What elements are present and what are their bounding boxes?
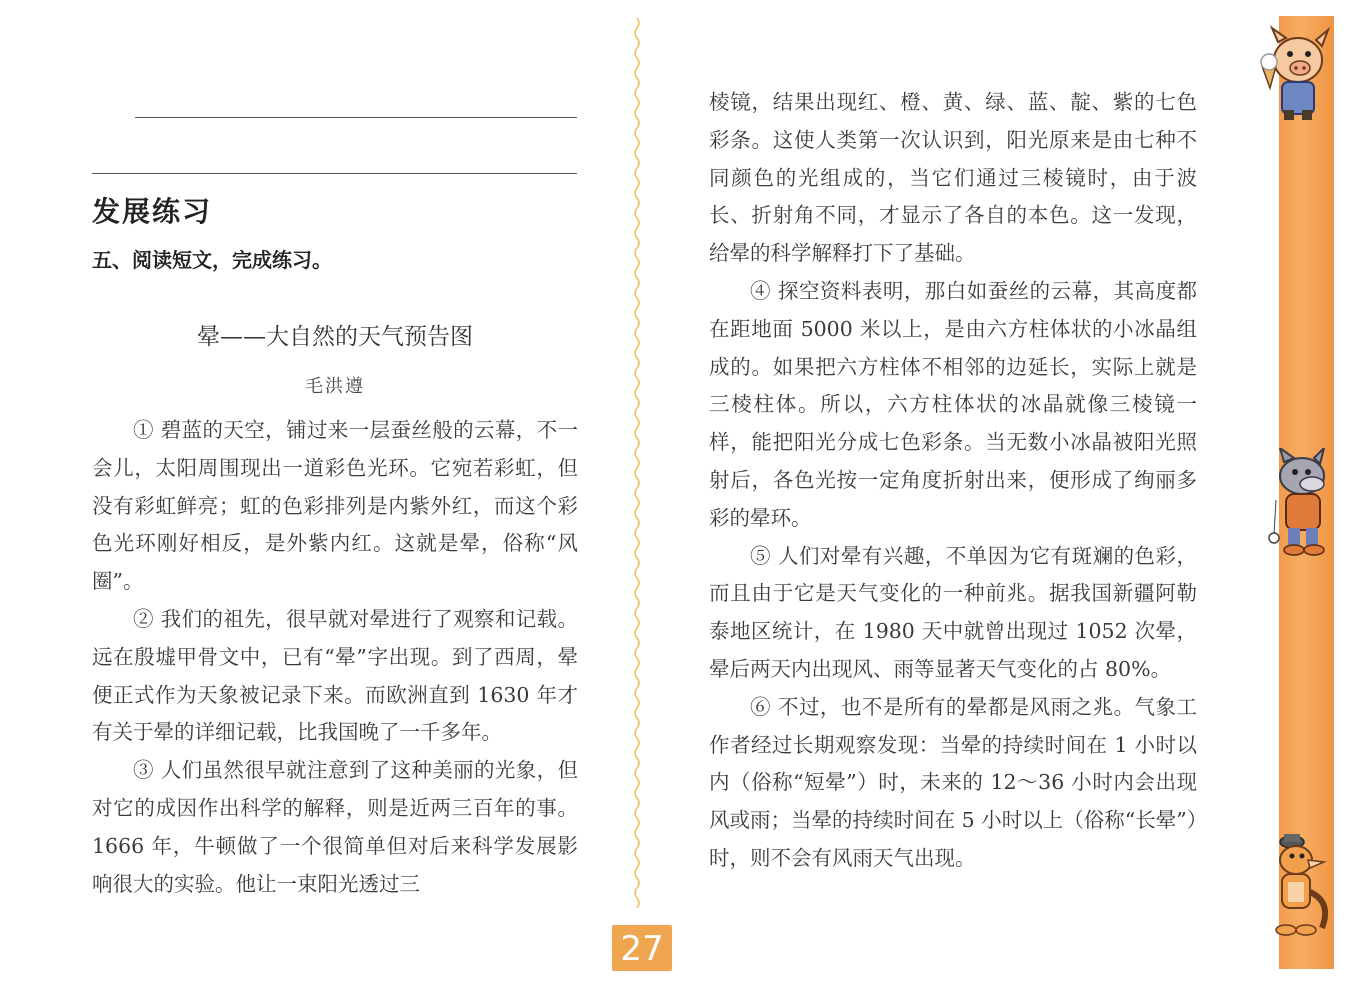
paragraph-4: ④ 探空资料表明，那白如蚕丝的云幕，其高度都在距地面 5000 米以上，是由六方柱体状的小冰晶组成的。如果把六方柱体不相邻的边延长，实际上就是三棱柱体。所以，六方柱体状的冰晶就像三棱镜一样，能把阳光分成七色彩条。当无数小冰晶被阳光照射后，各色光按一定角度折射出来，便形成了绚丽多彩的晕环。 [709,278,1197,530]
section-heading: 发展练习 [92,195,213,228]
paragraph-5: ⑤ 人们对晕有兴趣，不单因为它有斑斓的色彩，而且由于它是天气变化的一种前兆。据我国新疆阿勒泰地区统计，在 1980 天中就曾出现过 1052 次晕，晕后两天内出现风、雨等显著天气变化的占 80%。 [709,543,1197,681]
paragraph-3-continued: 棱镜，结果出现红、橙、黄、绿、蓝、靛、紫的七色彩条。这使人类第一次认识到，阳光原来是由七种不同颜色的光组成的，当它们通过三棱镜时，由于波长、折射角不同，才显示了各自的本色。这一发现，给晕的科学解释打下了基础。 [709,90,1197,266]
page-number: 27 [612,925,672,971]
paragraph-6: ⑥ 不过，也不是所有的晕都是风雨之兆。气象工作者经过长期观察发现：当晕的持续时间在 1 小时以内（俗称“短晕”）时，未来的 12～36 小时内会出现风或雨；当晕的持续时间在 5 小时以上（俗称“长晕”）时，则不会有风雨天气出现。 [709,694,1197,870]
paragraph-2: ② 我们的祖先，很早就对晕进行了观察和记载。远在殷墟甲骨文中，已有“晕”字出现。到了西周，晕便正式作为天象被记录下来。而欧洲直到 1630 年才有关于晕的详细记载，比我国晚了一千多年。 [92,606,578,745]
right-column-text [709,84,1197,878]
pig-with-icecream-icon [1248,24,1338,124]
wavy-divider-icon [631,18,643,908]
wolf-with-yoyo-icon [1262,448,1342,558]
answer-line-2 [92,173,577,174]
answer-line-1 [135,117,577,118]
article-title: 晕——大自然的天气预告图 [197,324,473,350]
left-column-text [92,412,578,903]
article-author: 毛洪遵 [305,376,365,397]
exercise-instruction: 五、阅读短文，完成练习。 [92,248,332,272]
paragraph-1: ① 碧蓝的天空，铺过来一层蚕丝般的云幕，不一会儿，太阳周围现出一道彩色光环。它宛若彩虹，但没有彩虹鲜亮；虹的色彩排列是内紫外红，而这个彩色光环刚好相反，是外紫内红。这就是晕，俗称“风圈”。 [92,418,578,594]
paragraph-3: ③ 人们虽然很早就注意到了这种美丽的光象，但对它的成因作出科学的解释，则是近两三百年的事。1666 年，牛顿做了一个很简单但对后来科学发展影响很大的实验。他让一束阳光透过三 [92,758,578,896]
fox-with-hat-icon [1262,832,1342,942]
